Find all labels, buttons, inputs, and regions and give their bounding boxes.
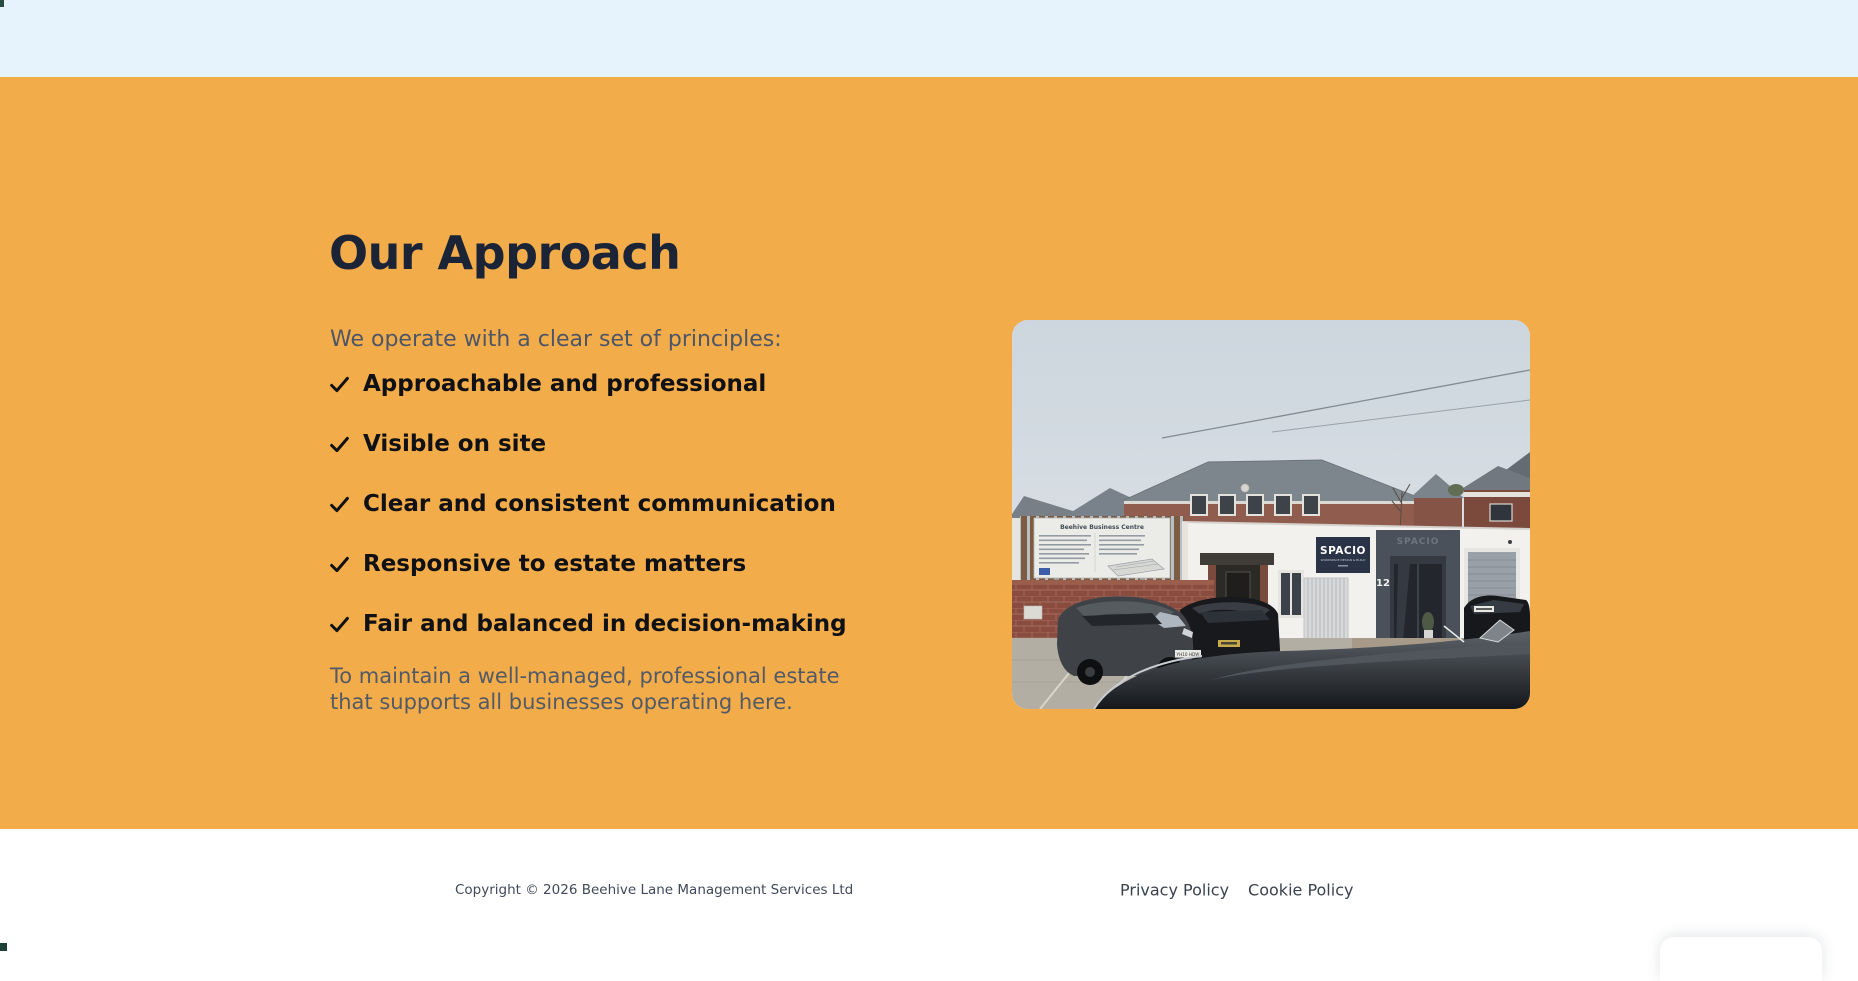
copyright-text: Copyright © 2026 Beehive Lane Management Services Ltd (455, 882, 854, 898)
principle-label: Responsive to estate matters (363, 551, 747, 577)
estate-photo-illustration (1012, 320, 1530, 709)
cookie-policy-link[interactable]: Cookie Policy (1248, 880, 1354, 900)
check-icon (329, 434, 350, 455)
intro-text: We operate with a clear set of principles: (330, 327, 782, 352)
entrance-portal (1376, 530, 1460, 653)
principle-item (329, 491, 847, 518)
footer (0, 829, 1858, 951)
spacio-sign-text: SPACIO (1320, 545, 1366, 557)
entrance-sign-text: SPACIO (1396, 537, 1440, 547)
check-icon (329, 374, 350, 395)
corner-artifact-bottom (0, 943, 7, 951)
check-icon (329, 554, 350, 575)
check-icon (329, 494, 350, 515)
principle-item (329, 431, 847, 458)
principle-label: Approachable and professional (363, 371, 767, 397)
check-icon (329, 614, 350, 635)
unit-number-text: 12 (1376, 578, 1390, 589)
principle-item (329, 371, 847, 398)
principles-list (329, 371, 847, 671)
principle-label: Fair and balanced in decision-making (363, 611, 847, 637)
directory-sign-title: Beehive Business Centre (1060, 524, 1144, 531)
closing-paragraph: To maintain a well-managed, professional estate that supports all businesses operating here. (330, 664, 840, 714)
footer-links (1120, 881, 1353, 900)
principle-label: Visible on site (363, 431, 547, 457)
spacio-sign-subtext: WORKSPACE DESIGN & BUILD (1320, 558, 1366, 562)
principle-item (329, 611, 847, 638)
page-title: Our Approach (329, 225, 681, 280)
privacy-policy-link[interactable]: Privacy Policy (1120, 880, 1230, 900)
satellite-dish (1241, 484, 1249, 492)
top-strip (0, 0, 1858, 77)
light-fixture (1508, 540, 1512, 544)
principle-label: Clear and consistent communication (363, 491, 836, 517)
spacio-sign (1316, 537, 1370, 573)
car-plate-text: YH10 HDW (1176, 652, 1200, 657)
our-approach-section (0, 77, 1858, 829)
principle-item (329, 551, 847, 578)
cookie-widget[interactable] (1660, 937, 1822, 981)
estate-photo (1012, 320, 1530, 709)
corner-artifact-top (0, 0, 4, 7)
